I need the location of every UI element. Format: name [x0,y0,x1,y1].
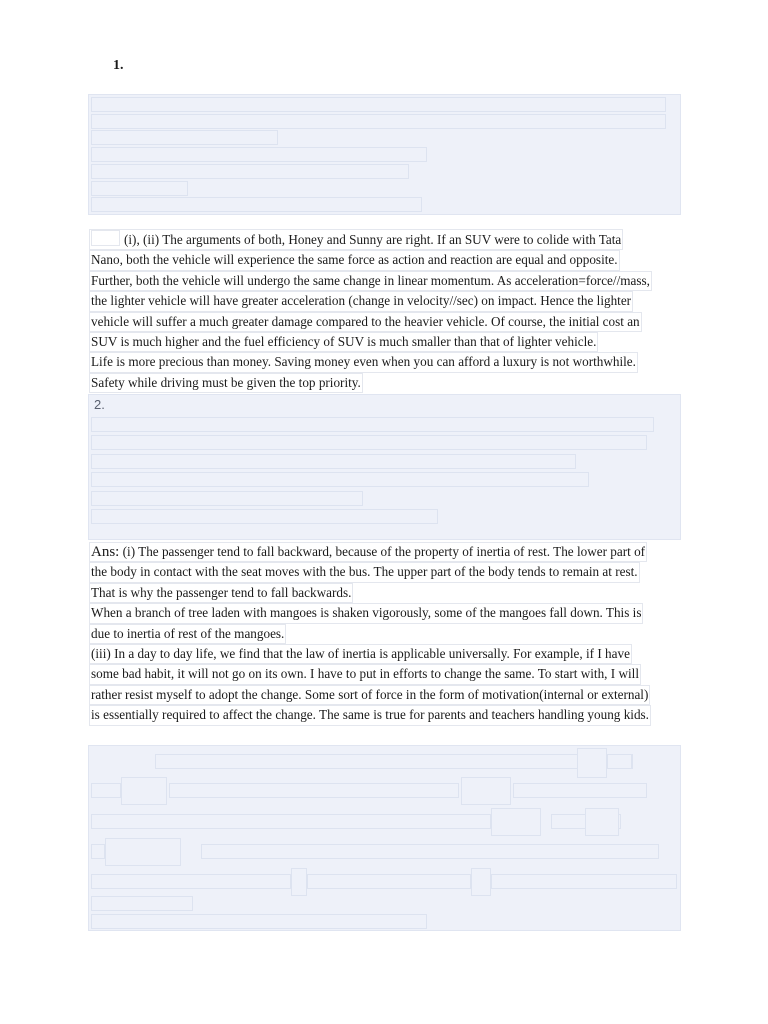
placeholder-line [513,783,647,798]
answer-2-line: (iii) In a day to day life, we find that the law of inertia is applicable universally. For example, if I have [89,644,632,664]
placeholder-line [607,754,632,769]
answer-2-line: That is why the passenger tend to fall backwards. [89,583,353,603]
placeholder-line [291,868,307,896]
placeholder-line [91,874,291,889]
indent-marker [91,230,120,246]
question-1-number: 1. [113,58,124,73]
placeholder-line [91,914,427,929]
placeholder-line [91,181,188,196]
answer-1-line: Life is more precious than money. Saving money even when you can afford a luxury is not worthwhile. [89,352,638,372]
placeholder-line [91,844,105,859]
placeholder-line [91,509,438,524]
placeholder-line [585,808,619,836]
answer-2-text [89,542,651,726]
placeholder-line [461,777,511,805]
placeholder-line [91,783,121,798]
answer-2-line: due to inertia of rest of the mangoes. [89,624,286,644]
placeholder-line [91,130,278,145]
placeholder-line [91,435,647,450]
placeholder-line [491,874,677,889]
placeholder-line [91,472,589,487]
placeholder-line [91,454,576,469]
placeholder-line [491,808,541,836]
answer-1-text [89,229,652,393]
answer-1-line: the lighter vehicle will have greater acceleration (change in velocity//sec) on impact. Hence the lighter [89,291,633,311]
question-1-placeholder-block [88,94,681,215]
answer-1-line: Safety while driving must be given the top priority. [89,373,363,393]
answer-1-line: SUV is much higher and the fuel efficiency of SUV is much smaller than that of lighter vehicle. [89,332,598,352]
placeholder-line [201,844,659,859]
answer-2-line: is essentially required to affect the change. The same is true for parents and teachers handling young kids. [89,705,651,725]
question-2-number: 2. [94,397,105,412]
placeholder-line [307,874,471,889]
placeholder-line [577,748,607,778]
placeholder-line [91,417,654,432]
answer-2-line: rather resist myself to adopt the change. Some sort of force in the form of motivation(internal or external) [89,685,650,705]
placeholder-line [91,114,666,129]
question-2-placeholder-block [88,394,681,540]
placeholder-line [91,814,491,829]
placeholder-line [169,783,459,798]
placeholder-line [91,97,666,112]
placeholder-line [91,164,409,179]
answer-1-line: Further, both the vehicle will undergo the same change in linear momentum. As acceleration=force//mass, [89,271,652,291]
answer-1-line: (i), (ii) The arguments of both, Honey and Sunny are right. If an SUV were to colide with Tata [89,229,623,250]
answer-1-line: vehicle will suffer a much greater damage compared to the heavier vehicle. Of course, the initial cost an [89,312,642,332]
placeholder-line [91,491,363,506]
answer-2-line: the body in contact with the seat moves with the bus. The upper part of the body tends to remain at rest. [89,562,640,582]
answer-2-line: Ans: (i) The passenger tend to fall backward, because of the property of inertia of rest. The lower part of [89,542,647,562]
placeholder-line [91,896,193,911]
answer-2-line: some bad habit, it will not go on its own. I have to put in efforts to change the same. To start with, I will [89,664,641,684]
placeholder-line [471,868,491,896]
answer-2-line: When a branch of tree laden with mangoes is shaken vigorously, some of the mangoes fall down. This is [89,603,643,623]
placeholder-line [121,777,167,805]
placeholder-line [91,147,427,162]
answer-label: Ans: [91,544,120,560]
answer-1-line: Nano, both the vehicle will experience the same force as action and reaction are equal and opposite. [89,250,620,270]
question-3-placeholder-block [88,745,681,931]
placeholder-line [105,838,181,866]
placeholder-line [155,754,633,769]
placeholder-line [91,197,422,212]
